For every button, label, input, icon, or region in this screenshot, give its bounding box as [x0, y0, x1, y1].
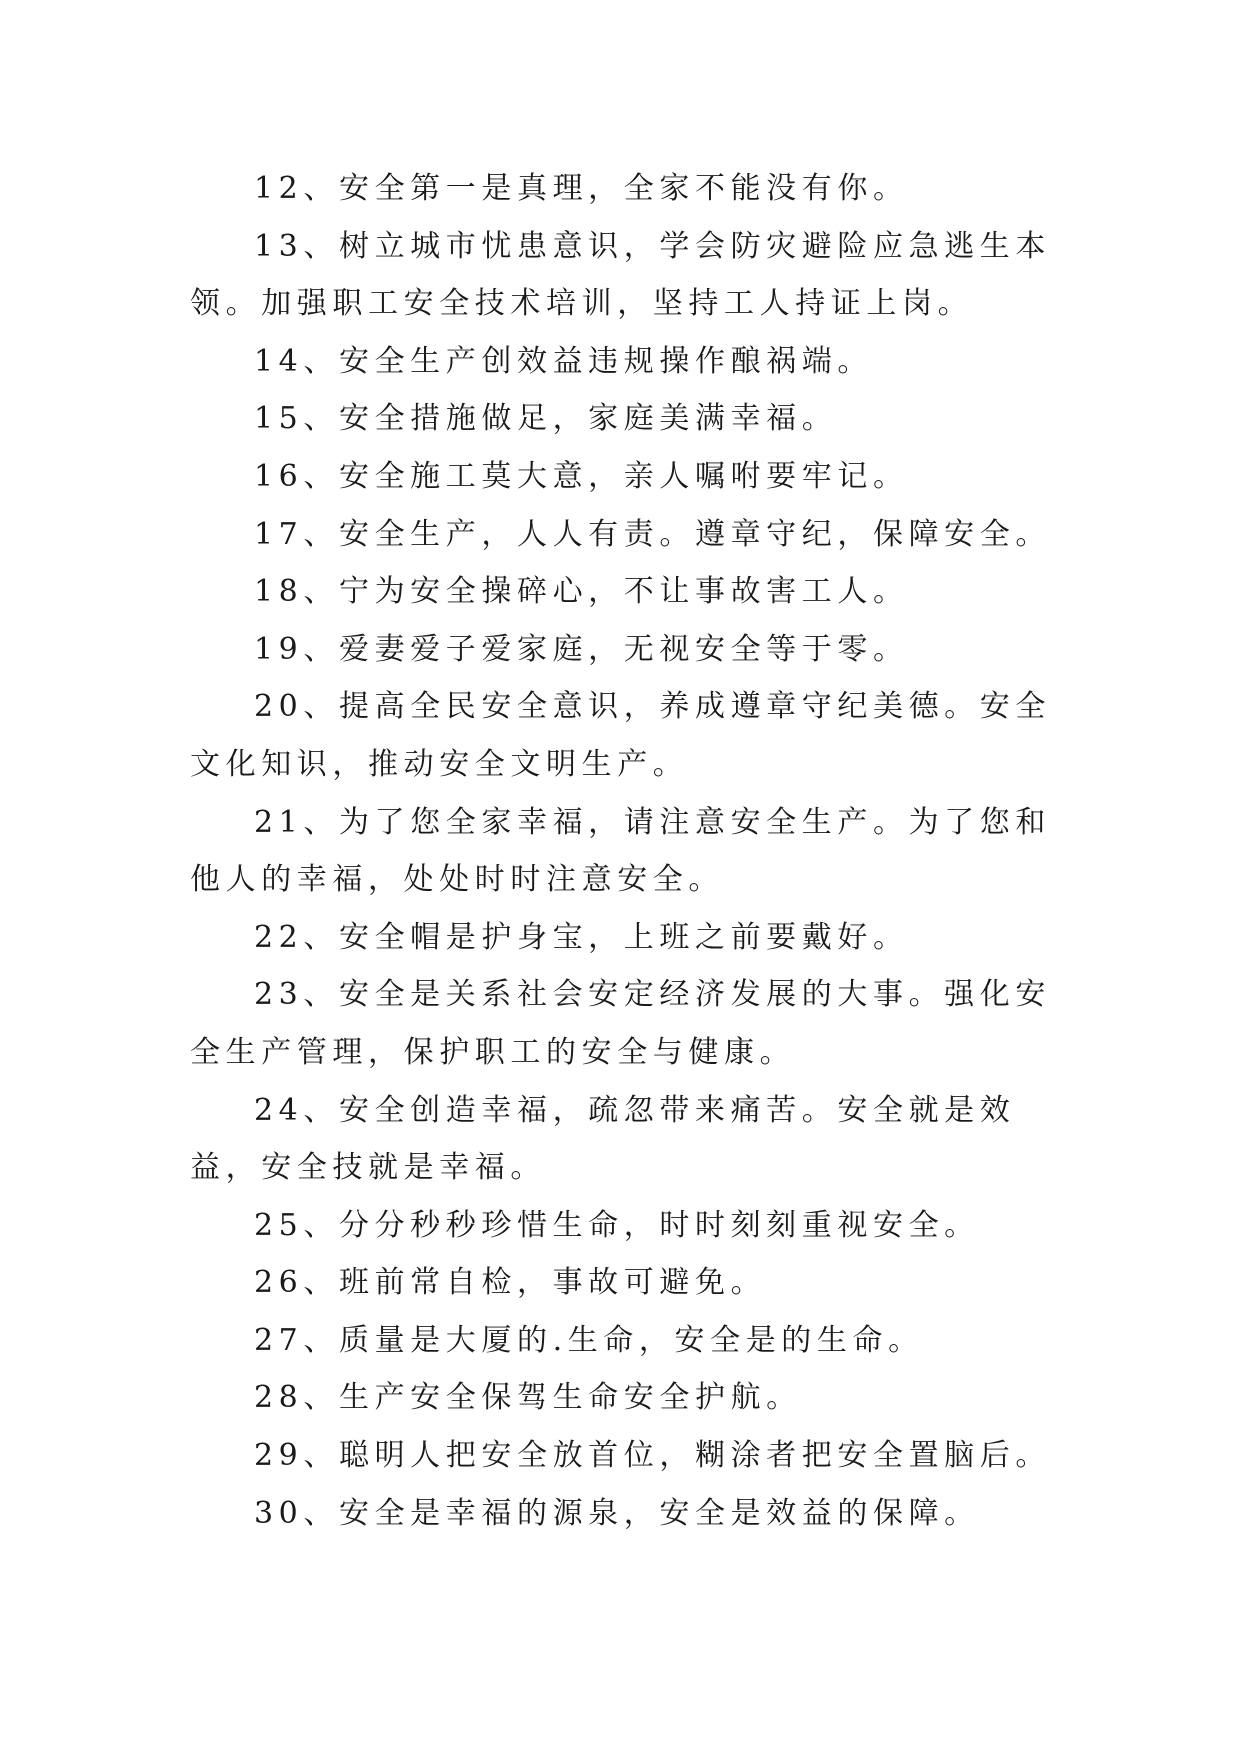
- slogan-paragraph: 26、班前常自检，事故可避免。: [254, 1265, 767, 1301]
- slogan-paragraph: 12、安全第一是真理，全家不能没有你。: [254, 171, 909, 206]
- slogan-paragraph: 17、安全生产，人人有责。遵章守纪，保障安全。: [254, 516, 1051, 552]
- slogan-paragraph: 19、爱妻爱子爱家庭，无视安全等于零。: [254, 631, 909, 667]
- slogan-paragraph: 16、安全施工莫大意，亲人嘱咐要牢记。: [254, 458, 909, 494]
- slogan-paragraph: 30、安全是幸福的源泉，安全是效益的保障。: [254, 1495, 980, 1531]
- slogan-paragraph: 24、安全创造幸福，疏忽带来痛苦。安全就是效益，安全技就是幸福。: [190, 1092, 1016, 1186]
- slogan-paragraph: 18、宁为安全操碎心，不让事故害工人。: [254, 574, 909, 610]
- slogan-paragraph: 29、聪明人把安全放首位，糊涂者把安全置脑后。: [254, 1438, 1051, 1474]
- slogan-paragraph: 15、安全措施做足，家庭美满幸福。: [254, 401, 838, 437]
- slogan-paragraph: 28、生产安全保驾生命安全护航。: [254, 1380, 802, 1416]
- slogan-paragraph: 20、提高全民安全意识，养成遵章守纪美德。安全文化知识，推动安全文明生产。: [190, 689, 1051, 782]
- slogan-paragraph: 22、安全帽是护身宝，上班之前要戴好。: [254, 919, 909, 955]
- slogan-paragraph: 14、安全生产创效益违规操作酿祸端。: [254, 343, 873, 379]
- slogan-paragraph: 25、分分秒秒珍惜生命，时时刻刻重视安全。: [254, 1207, 980, 1243]
- slogan-paragraph: 21、为了您全家幸福，请注意安全生产。为了您和他人的幸福，处处时时注意安全。: [190, 804, 1051, 898]
- slogan-paragraph: 13、树立城市忧患意识，学会防灾避险应急逃生本领。加强职工安全技术培训，坚持工人持证上岗。: [190, 228, 1051, 322]
- slogan-paragraph: 23、安全是关系社会安定经济发展的大事。强化安全生产管理，保护职工的安全与健康。: [190, 977, 1051, 1070]
- document-body: [190, 160, 1052, 1542]
- slogan-paragraph: 27、质量是大厦的.生命，安全是的生命。: [254, 1322, 924, 1358]
